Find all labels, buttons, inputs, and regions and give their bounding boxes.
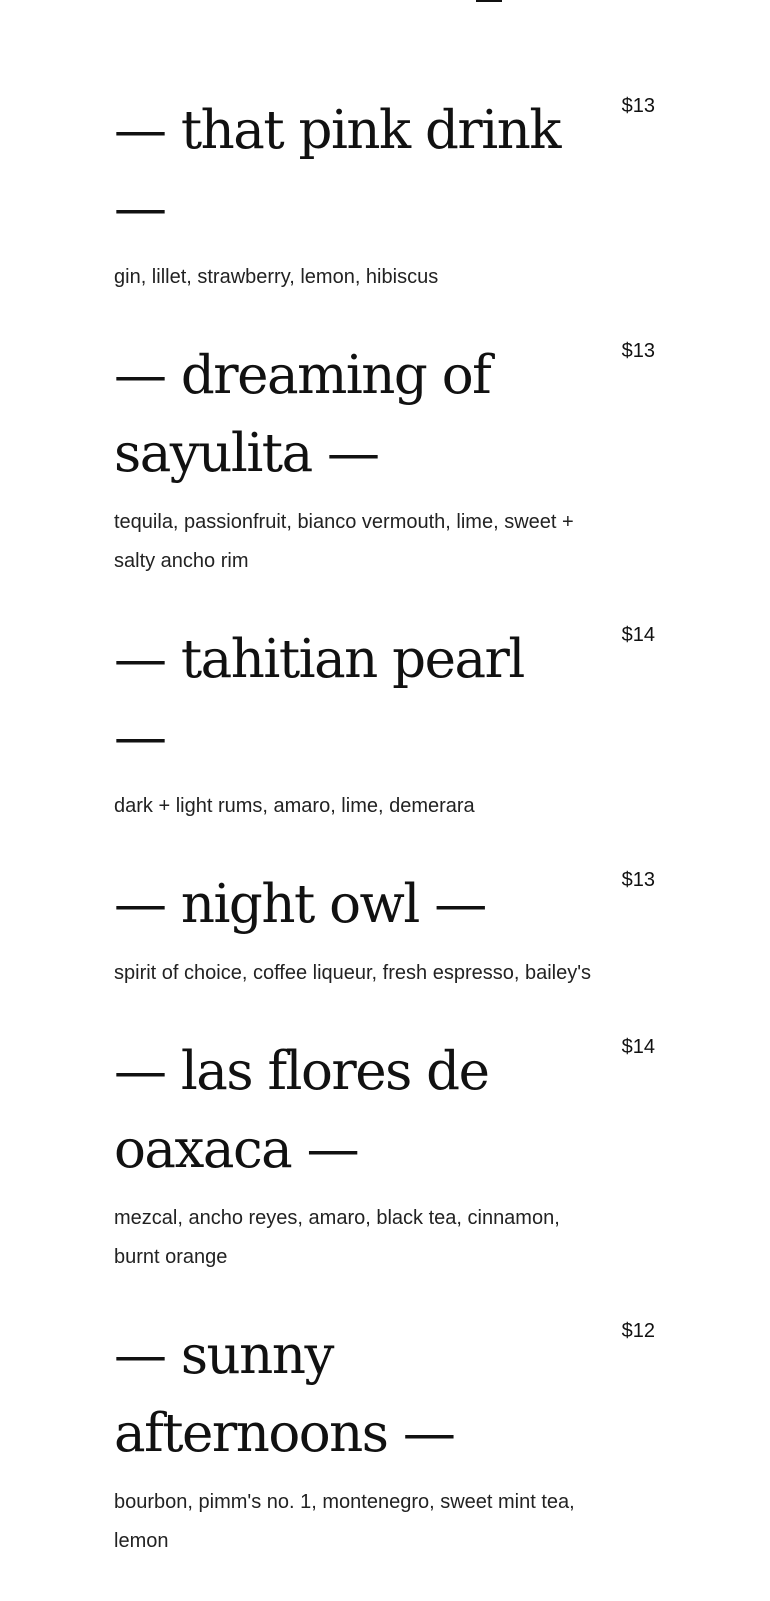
menu-item-description: mezcal, ancho reyes, amaro, black tea, cinnamon, burnt orange xyxy=(114,1207,560,1268)
menu-item-price: $14 xyxy=(621,624,655,646)
menu-item xyxy=(114,1317,659,1561)
menu-item xyxy=(114,866,659,993)
menu-item-description: gin, lillet, strawberry, lemon, hibiscus xyxy=(114,266,439,288)
menu-item-name: — night owl — xyxy=(114,874,486,935)
menu-item-price: $13 xyxy=(621,95,655,117)
menu-item-name: — las flores de oaxaca — xyxy=(114,1041,489,1180)
menu-item-name: — dreaming of sayulita — xyxy=(114,345,491,484)
menu-item-description: spirit of choice, coffee liqueur, fresh espresso, bailey's xyxy=(114,962,592,984)
menu-item-description: tequila, passionfruit, bianco vermouth, lime, sweet + salty ancho rim xyxy=(114,511,574,572)
menu-item xyxy=(114,1033,659,1277)
menu-item-price: $13 xyxy=(621,869,655,891)
menu-item-description: dark + light rums, amaro, lime, demerara xyxy=(114,795,475,817)
menu-item-price: $14 xyxy=(621,1036,655,1058)
menu-item-price: $12 xyxy=(621,1320,655,1342)
menu-item-name: — tahitian pearl — xyxy=(114,629,524,768)
cocktail-menu xyxy=(114,92,659,1601)
menu-item xyxy=(114,337,659,581)
menu-item-price: $13 xyxy=(621,340,655,362)
menu-item xyxy=(114,92,659,297)
menu-item xyxy=(114,621,659,826)
menu-item-name: — that pink drink — xyxy=(114,100,560,239)
top-divider xyxy=(476,0,502,2)
menu-item-name: — sunny afternoons — xyxy=(114,1325,455,1464)
menu-item-description: bourbon, pimm's no. 1, montenegro, sweet mint tea, lemon xyxy=(114,1491,575,1552)
